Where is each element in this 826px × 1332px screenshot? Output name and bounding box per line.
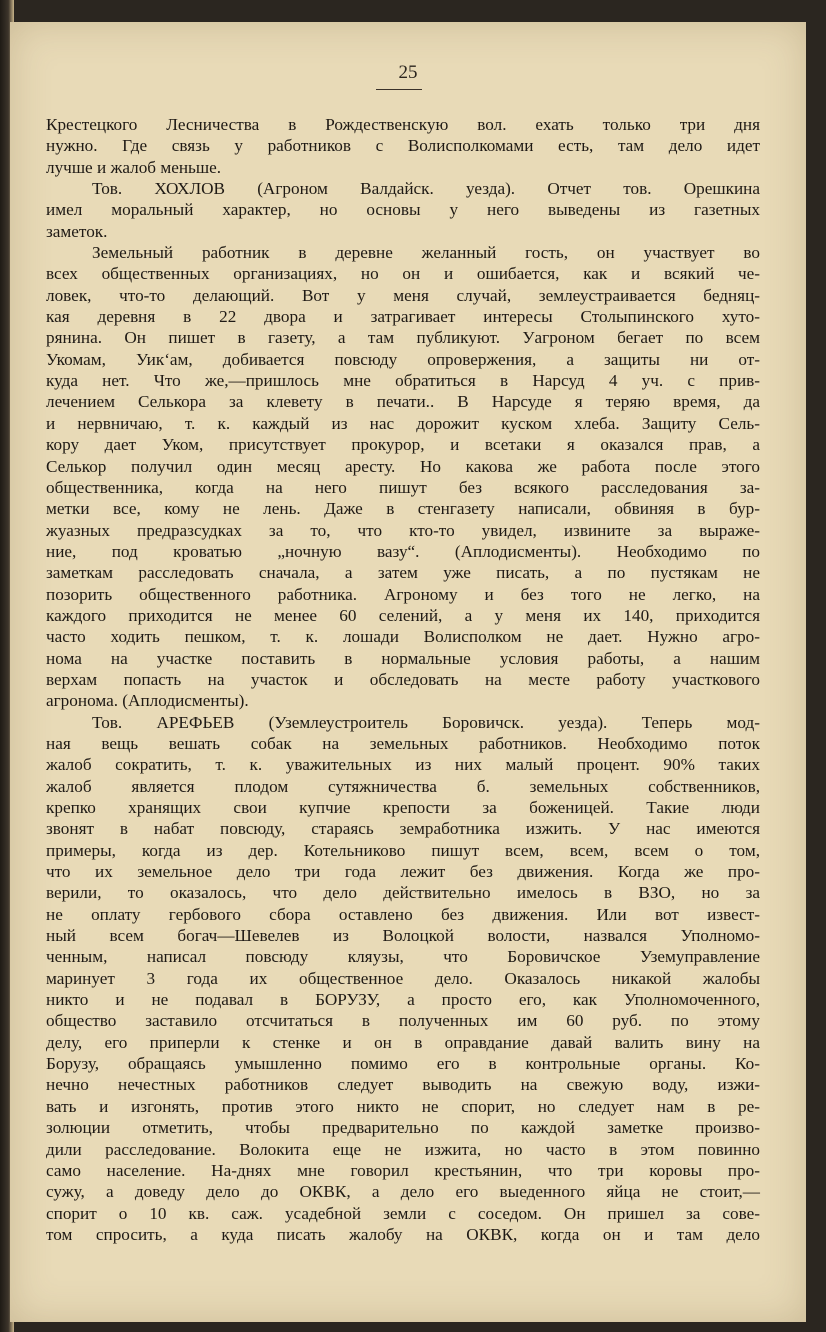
- text-line: не оплату гербового сбора оставлено без движения. Или вот извест-: [46, 904, 760, 924]
- text-line: нечно нечестных работников следует выводить на свежую воду, изжи-: [46, 1075, 760, 1095]
- text-line: нома на участке поставить в нормальные условия работы, а нашим: [46, 648, 760, 668]
- text-line: кору дает Уком, присутствует прокурор, и всетаки я оказался прав, а: [46, 435, 760, 455]
- text-line: что их земельное дело три года лежит без движения. Когда же про-: [46, 862, 760, 882]
- text-line: том спросить, а куда писать жалобу на ОКВК, когда он и там дело: [46, 1224, 760, 1244]
- text-line: ная вещь вешать собак на земельных работников. Необходимо поток: [46, 733, 760, 753]
- text-line: спорит о 10 кв. саж. усадебной земли с соседом. Он пришел за сове-: [46, 1203, 760, 1223]
- text-line: и нервничаю, т. к. каждый из нас дорожит куском хлеба. Защиту Сель-: [46, 413, 760, 433]
- text-line: Тов. АРЕФЬЕВ (Уземлеустроитель Боровичск. уезда). Теперь мод-: [92, 712, 760, 732]
- text-line: Земельный работник в деревне желанный гость, он участвует во: [92, 243, 760, 263]
- text-line: золюции отметить, чтобы предварительно по каждой заметке произво-: [46, 1118, 760, 1138]
- page-number: 25: [398, 62, 418, 83]
- text-line: всех общественных организациях, но он и ошибается, как и всякий че-: [46, 264, 760, 284]
- body-text: [46, 114, 760, 1245]
- text-line: лучше и жалоб меньше.: [46, 157, 222, 177]
- text-line: крепко хранящих свои купчие крепости за боженицей. Такие люди: [46, 798, 760, 817]
- text-line: маринует 3 года их общественное дело. Оказалось никакой жалобы: [46, 968, 760, 988]
- text-line: рянина. Он пишет в газету, а там публикуют. Уагроном бегает по всем: [46, 328, 760, 348]
- text-line: лечением Селькора за клевету в печати.. В Нарсуде я теряю время, да: [46, 392, 760, 412]
- text-line: общество заставило отсчитаться в полученных им 60 руб. по этому: [46, 1011, 760, 1031]
- text-line: ловек, что-то делающий. Вот у меня случай, землеустраивается бедняц-: [46, 285, 760, 305]
- text-line: позорить общественного работника. Агроному и без того не легко, на: [46, 584, 760, 604]
- text-line: вать и изгонять, против этого никто не спорит, но следует нам в ре-: [46, 1096, 760, 1116]
- text-line: заметок.: [46, 221, 108, 241]
- text-line: часто ходить пешком, т. к. лошади Волисполком не дает. Нужно агро-: [46, 627, 760, 647]
- text-line: ный всем богач—Шевелев из Волоцкой волости, назвался Уполномо-: [46, 926, 760, 946]
- text-line: куда нет. Что же,—пришлось мне обратиться в Нарсуд 4 уч. с прив-: [46, 371, 760, 391]
- text-line: каждого приходится не менее 60 селений, а у меня их 140, приходится: [46, 605, 760, 625]
- text-line: общественника, когда на него пишут без всякого расследования за-: [46, 477, 760, 497]
- text-line: делу, его приперли к стенке и он в оправдание давай валить вину на: [46, 1032, 760, 1052]
- text-line: Крестецкого Лесничества в Рождественскую вол. ехать только три дня: [46, 115, 760, 134]
- text-line: само население. На-днях мне говорил крестьянин, что три коровы про-: [46, 1160, 760, 1180]
- text-line: жалоб является плодом сутяжничества б. земельных собственников,: [46, 776, 760, 796]
- text-line: Борузу, обращаясь умышленно помимо его в контрольные органы. Ко-: [46, 1054, 760, 1074]
- text-line: никто и не подавал в БОРУЗУ, а просто его, как Уполномоченного,: [46, 990, 760, 1010]
- text-line: агронома. (Аплодисменты).: [46, 691, 249, 711]
- text-line: ние, под кроватью „ночную вазу“. (Аплодисменты). Необходимо по: [46, 541, 760, 561]
- text-line: Укомам, Уик‘ам, добивается повсюду опровержения, а защиты ни от-: [46, 349, 760, 369]
- text-line: ченным, написал повсюду кляузы, что Боровичское Уземуправление: [46, 947, 760, 967]
- text-line: метки все, кому не лень. Даже в стенгазету написали, обвиняя в бур-: [46, 499, 760, 519]
- text-line: жалоб сократить, т. к. уважительных из них малый процент. 90% таких: [46, 755, 760, 775]
- text-line: звонят в набат повсюду, стараясь земработника изжить. У нас имеются: [46, 819, 760, 839]
- text-line: Тов. ХОХЛОВ (Агроном Валдайск. уезда). Отчет тов. Орешкина: [92, 179, 760, 199]
- book-page: [10, 22, 806, 1322]
- text-line: примеры, когда из дер. Котельниково пишут всем, всем, всем о том,: [46, 840, 760, 860]
- text-line: нужно. Где связь у работников с Волисполкомами есть, там дело идет: [46, 136, 760, 156]
- text-line: дили расследование. Волокита еще не изжита, но часто в этом повинно: [46, 1139, 760, 1159]
- text-line: Селькор получил один месяц аресту. Но какова же работа после этого: [46, 456, 760, 476]
- text-line: жуазных предразсудках за то, что кто-то увидел, извините за выраже-: [46, 520, 760, 540]
- text-line: верили, то оказалось, что дело действительно имелось в ВЗО, но за: [46, 883, 760, 903]
- text-line: верхам попасть на участок и обследовать на месте работу участкового: [46, 669, 760, 689]
- page-number-underline: [376, 89, 422, 90]
- text-line: имел моральный характер, но основы у него выведены из газетных: [46, 200, 760, 220]
- text-line: сужу, а доведу дело до ОКВК, а дело его выеденного яйца не стоит,—: [46, 1182, 760, 1202]
- text-line: заметкам расследовать сначала, а затем уже писать, а по пустякам не: [46, 563, 760, 583]
- text-line: кая деревня в 22 двора и затрагивает интересы Столыпинского хуто-: [46, 307, 760, 327]
